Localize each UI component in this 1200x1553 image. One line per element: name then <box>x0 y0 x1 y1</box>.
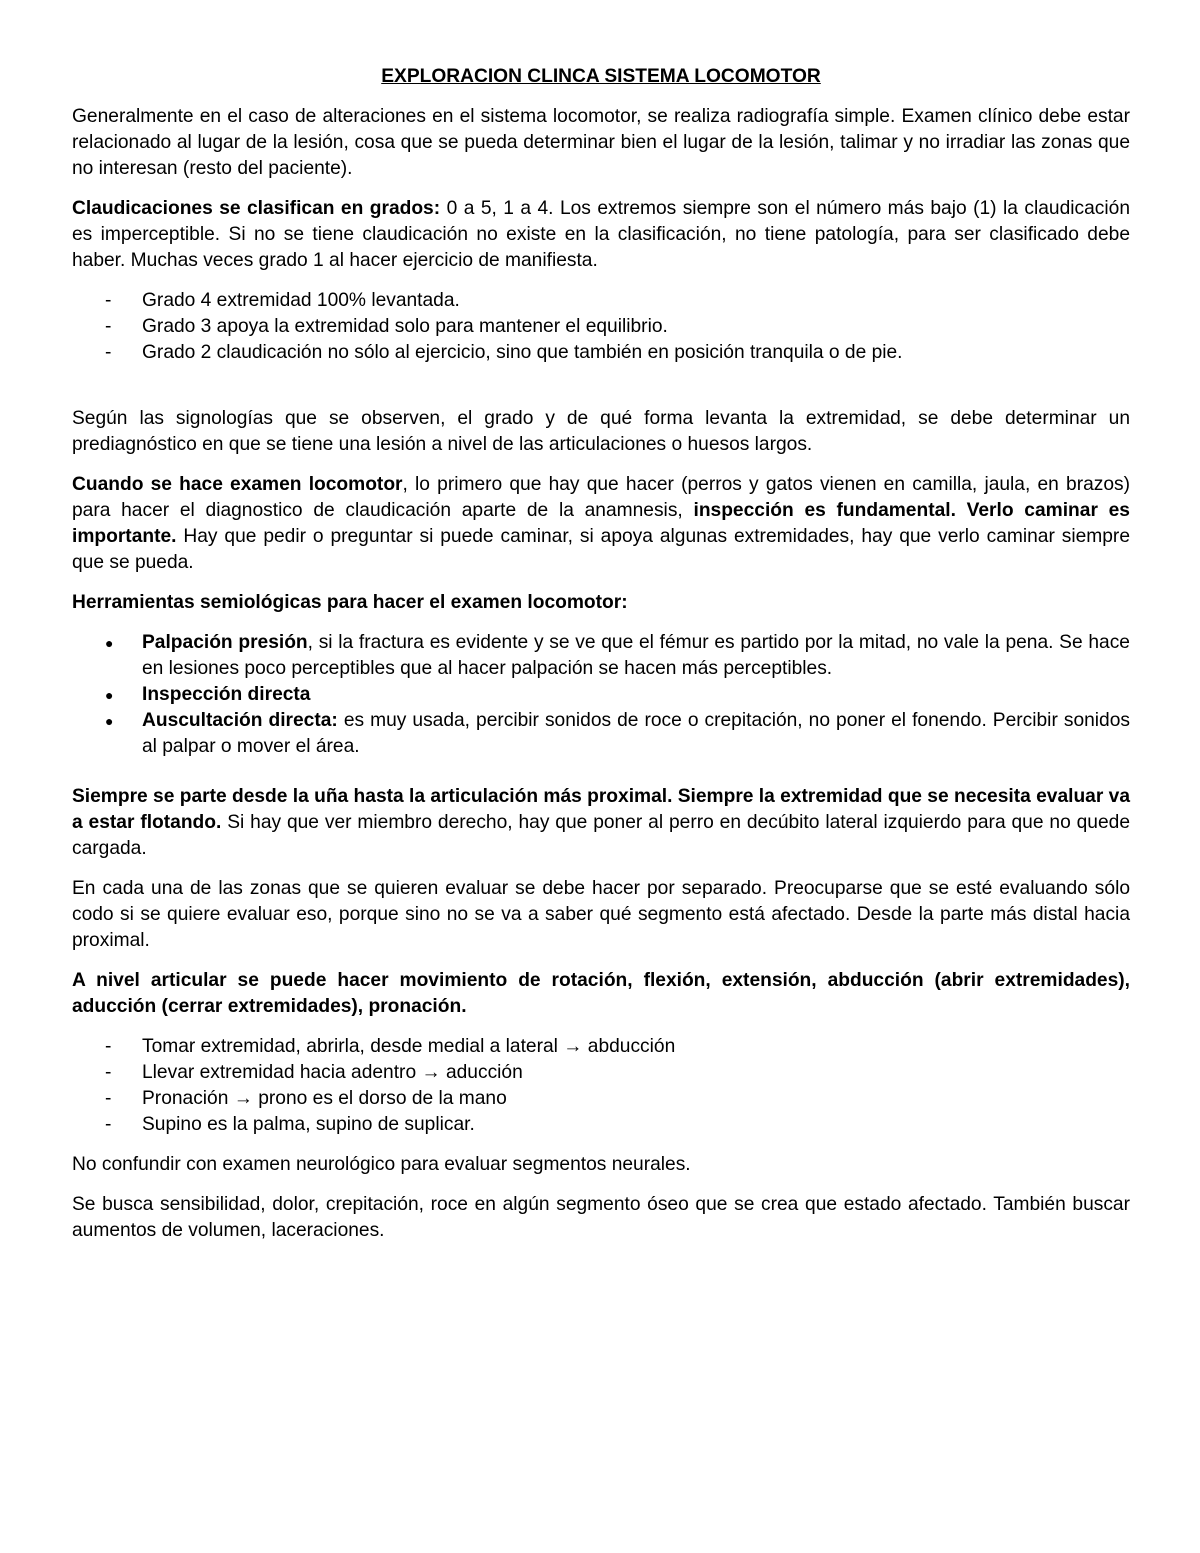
list-item <box>72 314 1130 340</box>
list-item <box>72 1112 1130 1138</box>
limb-text: Si hay que ver miembro derecho, hay que poner al perro en decúbito lateral izquierdo para que no quede cargada. <box>72 812 1130 859</box>
list-item <box>72 1060 1130 1086</box>
grades-list <box>72 288 1130 366</box>
list-item <box>72 340 1130 366</box>
tools-heading <box>72 590 1130 616</box>
list-item <box>72 288 1130 314</box>
limb-paragraph <box>72 784 1130 862</box>
list-item-text: Llevar extremidad hacia adentro → aducción <box>142 1062 523 1083</box>
tool-text: , si la fractura es evidente y se ve que el fémur es partido por la mitad, no vale la pena. Se hace en lesiones poco perceptibles que al hacer palpación se hacen más perceptibles. <box>142 632 1130 679</box>
blank-line <box>72 774 1130 784</box>
exam-text-1: , lo primero que hay que hacer (perros y gatos vienen en camilla, jaula, en brazos) para hacer el diagnostico de claudicación aparte de la anamnesis, <box>72 474 1131 521</box>
tools-heading-text: Herramientas semiológicas para hacer el examen locomotor: <box>72 592 628 613</box>
exam-paragraph <box>72 472 1130 576</box>
limb-bold: Siempre se parte desde la uña hasta la articulación más proximal. Siempre la extremidad que se necesita evaluar va a estar flotando. <box>72 786 1130 833</box>
blank-line <box>72 380 1130 406</box>
tools-list <box>72 630 1130 760</box>
claudication-text: 0 a 5, 1 a 4. Los extremos siempre son el número más bajo (1) la claudicación es imperceptible. Si no se tiene claudicación no existe en la clasificación, no tiene patología, para ser clasificado debe haber. Muchas veces grado 1 al hacer ejercicio de manifiesta. <box>72 198 1130 271</box>
list-item <box>72 630 1130 682</box>
tool-text: es muy usada, percibir sonidos de roce o crepitación, no poner el fonendo. Percibir sonidos al palpar o mover el área. <box>142 710 1130 757</box>
signology-paragraph: Según las signologías que se observen, el grado y de qué forma levanta la extremidad, se debe determinar un prediagnóstico en que se tiene una lesión a nivel de las articulaciones o huesos largos. <box>72 408 1130 455</box>
articular-paragraph <box>72 968 1130 1020</box>
list-item <box>72 1086 1130 1112</box>
neuro-paragraph: No confundir con examen neurológico para evaluar segmentos neurales. <box>72 1154 691 1175</box>
dash-marker: - <box>105 316 112 337</box>
list-item-text: Grado 3 apoya la extremidad solo para mantener el equilibrio. <box>142 316 668 337</box>
dash-marker: - <box>105 290 112 311</box>
tool-name: Palpación presión <box>142 632 308 653</box>
document-title: EXPLORACION CLINCA SISTEMA LOCOMOTOR <box>381 66 821 87</box>
list-item-text: Grado 4 extremidad 100% levantada. <box>142 290 460 311</box>
intro-paragraph: Generalmente en el caso de alteraciones en el sistema locomotor, se realiza radiografía simple. Examen clínico debe estar relacionado al lugar de la lesión, cosa que se pueda determinar bien el lugar de la lesión, talimar y no irradiar las zonas que no interesan (resto del paciente). <box>72 106 1130 179</box>
dash-marker: - <box>105 1062 112 1083</box>
document-page <box>72 64 1130 1258</box>
dash-marker: - <box>105 1036 112 1057</box>
tool-name: Auscultación directa: <box>142 710 338 731</box>
exam-bold-1: Cuando se hace examen locomotor <box>72 474 403 495</box>
claudication-heading: Claudicaciones se clasifican en grados: <box>72 198 441 219</box>
list-item <box>72 708 1130 760</box>
list-item-text: Grado 2 claudicación no sólo al ejercicio, sino que también en posición tranquila o de pie. <box>142 342 903 363</box>
tool-name: Inspección directa <box>142 684 311 705</box>
dash-marker: - <box>105 1088 112 1109</box>
dash-marker: - <box>105 342 112 363</box>
bullet-icon: ● <box>105 635 114 651</box>
movements-list <box>72 1034 1130 1138</box>
claudication-paragraph <box>72 196 1130 274</box>
dash-marker: - <box>105 1114 112 1135</box>
articular-bold: A nivel articular se puede hacer movimiento de rotación, flexión, extensión, abducción (abrir extremidades), aducción (cerrar extremidades), pronación. <box>72 970 1130 1017</box>
list-item-text: Supino es la palma, supino de suplicar. <box>142 1114 475 1135</box>
zones-paragraph: En cada una de las zonas que se quieren evaluar se debe hacer por separado. Preocuparse que se esté evaluando sólo codo si se quiere evaluar eso, porque sino no se va a saber qué segmento está afectado. Desde la parte más distal hacia proximal. <box>72 878 1130 951</box>
list-item-text: Pronación → prono es el dorso de la mano <box>142 1088 507 1109</box>
exam-bold-2: inspección es fundamental. Verlo caminar es importante. <box>72 500 1130 547</box>
sensitivity-paragraph: Se busca sensibilidad, dolor, crepitación, roce en algún segmento óseo que se crea que estado afectado. También buscar aumentos de volumen, laceraciones. <box>72 1194 1130 1241</box>
exam-text-2: Hay que pedir o preguntar si puede caminar, si apoya algunas extremidades, hay que verlo caminar siempre que se pueda. <box>72 526 1130 573</box>
list-item-text: Tomar extremidad, abrirla, desde medial a lateral → abducción <box>142 1036 676 1057</box>
bullet-icon: ● <box>105 687 114 703</box>
bullet-icon: ● <box>105 713 114 729</box>
list-item <box>72 1034 1130 1060</box>
list-item <box>72 682 1130 708</box>
